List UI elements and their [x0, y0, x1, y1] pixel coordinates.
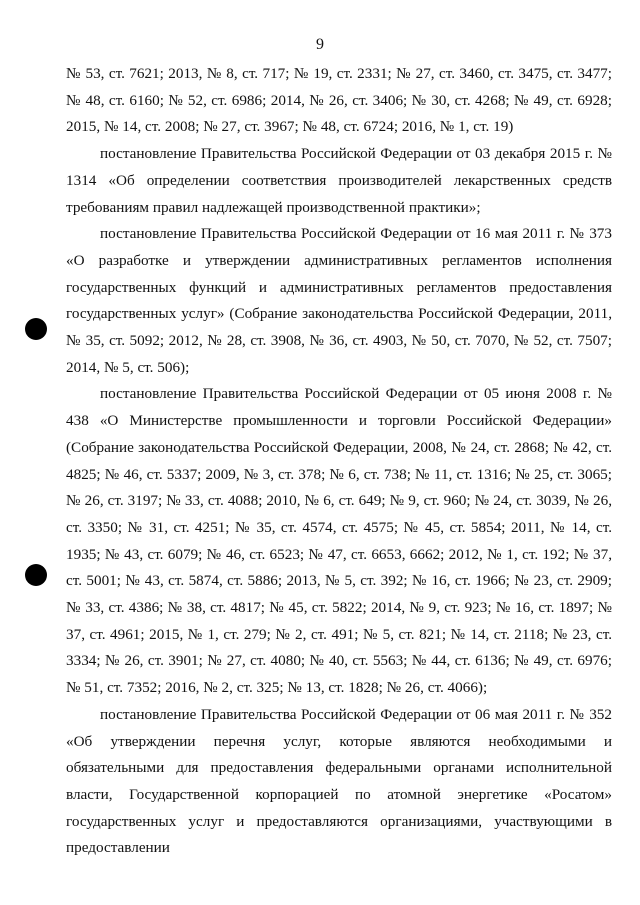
paragraph-decree-352: постановление Правительства Российской Федерации от 06 мая 2011 г. № 352 «Об утверждении перечня услуг, которые являются необходимыми и обязательными для предоставления федеральными органами исполнительной власти, Государственной корпорацией по атомной энергетике «Росатом» государственных услуг и предоставляются организациями, участвующими в предоставлении [66, 705, 612, 857]
paragraph-decree-1314: постановление Правительства Российской Федерации от 03 декабря 2015 г. № 1314 «Об определении соответствия производителей лекарственных средств требованиям правил надлежащей производственной практики»; [66, 145, 612, 216]
paragraph-citation-continuation: № 53, ст. 7621; 2013, № 8, ст. 717; № 19, ст. 2331; № 27, ст. 3460, ст. 3475, ст. 3477; № 48, ст. 6160; № 52, ст. 6986; 2014, № 26, ст. 3406; № 30, ст. 4268; № 49, ст. 6928; 2015, № 14, ст. 2008; № 27, ст. 3967; № 48, ст. 6724; 2016, № 1, ст. 19) [66, 65, 612, 136]
binder-hole-mark [25, 318, 47, 340]
binder-hole-mark [25, 564, 47, 586]
document-body [66, 61, 612, 862]
paragraph-decree-373: постановление Правительства Российской Федерации от 16 мая 2011 г. № 373 «О разработке и утверждении административных регламентов исполнения государственных функций и административных регламентов предоставления государственных услуг» (Собрание законодательства Российской Федерации, 2011, № 35, ст. 5092; 2012, № 28, ст. 3908, № 36, ст. 4903, № 50, ст. 7070, № 52, ст. 7507; 2014, № 5, ст. 506); [66, 225, 612, 376]
page-number: 9 [316, 36, 324, 53]
paragraph-decree-438: постановление Правительства Российской Федерации от 05 июня 2008 г. № 438 «О Министерстве промышленности и торговли Российской Федерации» (Собрание законодательства Российской Федерации, 2008, № 24, ст. 2868; № 42, ст. 4825; № 46, ст. 5337; 2009, № 3, ст. 378; № 6, ст. 738; № 11, ст. 1316; № 25, ст. 3065; № 26, ст. 3197; № 33, ст. 4088; 2010, № 6, ст. 649; № 9, ст. 960; № 24, ст. 3039, № 26, ст. 3350; № 31, ст. 4251; № 35, ст. 4574, ст. 4575; № 45, ст. 5854; 2011, № 14, ст. 1935; № 43, ст. 6079; № 46, ст. 6523; № 47, ст. 6653, 6662; 2012, № 1, ст. 192; № 37, ст. 5001; № 43, ст. 5874, ст. 5886; 2013, № 5, ст. 392; № 16, ст. 1966; № 23, ст. 2909; № 33, ст. 4386; № 38, ст. 4817; № 45, ст. 5822; 2014, № 9, ст. 923; № 16, ст. 1897; № 37, ст. 4961; 2015, № 1, ст. 279; № 2, ст. 491; № 5, ст. 821; № 14, ст. 2118; № 23, ст. 3334; № 26, ст. 3901; № 27, ст. 4080; № 40, ст. 5563; № 44, ст. 6136; № 49, ст. 6976; № 51, ст. 7352; 2016, № 2, ст. 325; № 13, ст. 1828; № 26, ст. 4066); [66, 385, 612, 697]
